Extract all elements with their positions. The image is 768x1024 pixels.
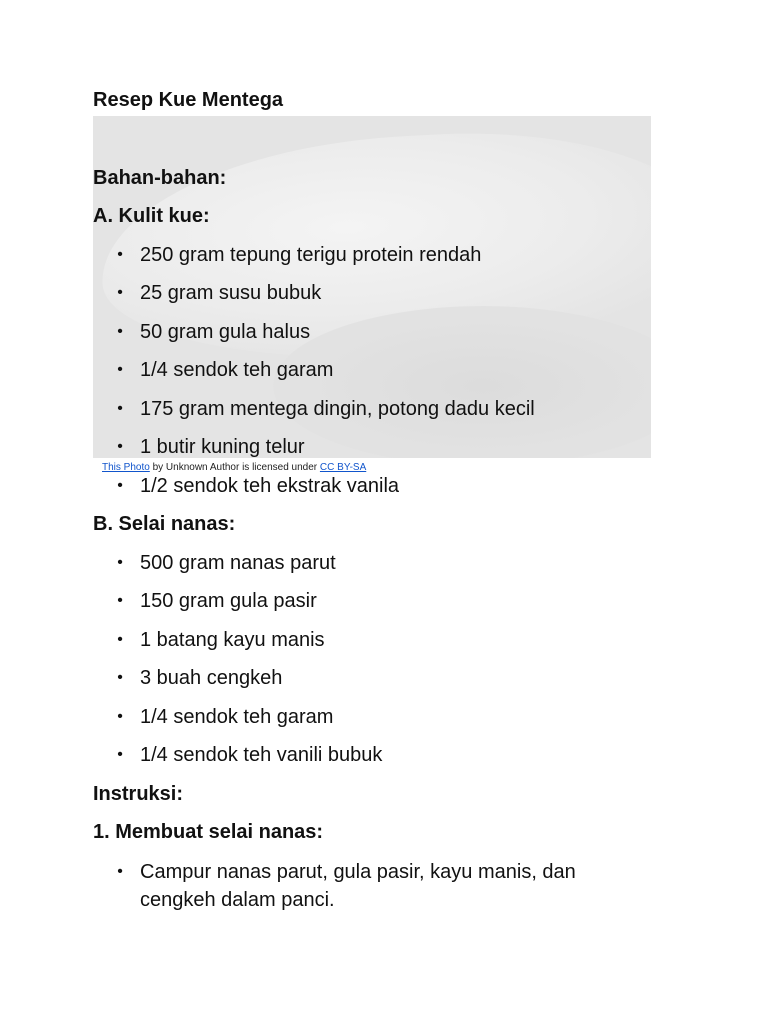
list-item-text: 500 gram nanas parut xyxy=(140,552,336,574)
list-item-text: 1/2 sendok teh ekstrak vanila xyxy=(140,475,400,497)
list-item-text: 25 gram susu bubuk xyxy=(140,282,322,304)
list-item-text: 1/4 sendok teh garam xyxy=(140,706,334,728)
bullet-icon: • xyxy=(117,284,123,301)
document-title: Resep Kue Mentega xyxy=(93,89,284,111)
bullet-icon: • xyxy=(117,361,123,378)
list-item-text: 150 gram gula pasir xyxy=(140,590,317,612)
section-a-heading: A. Kulit kue: xyxy=(93,205,210,227)
bullet-icon: • xyxy=(117,400,123,417)
list-item xyxy=(113,626,653,654)
list-item-text: 3 buah cengkeh xyxy=(140,667,283,689)
caption-text: by Unknown Author is licensed under xyxy=(149,462,320,473)
list-item xyxy=(113,318,653,346)
list-item-text: 1/4 sendok teh garam xyxy=(140,359,334,381)
bullet-icon: • xyxy=(117,438,123,455)
list-item-text: 1 batang kayu manis xyxy=(140,629,325,651)
list-item xyxy=(113,472,653,500)
bullet-icon: • xyxy=(117,669,123,686)
list-item-text: 50 gram gula halus xyxy=(140,321,311,343)
list-item-text: 1 butir kuning telur xyxy=(140,436,305,458)
bullet-icon: • xyxy=(117,477,123,494)
bullet-icon: • xyxy=(117,323,123,340)
list-item xyxy=(113,433,653,461)
instructions-heading: Instruksi: xyxy=(93,783,184,805)
list-item xyxy=(113,549,653,577)
list-item xyxy=(113,664,653,692)
list-item-text: 1/4 sendok teh vanili bubuk xyxy=(140,744,383,766)
ingredients-heading: Bahan-bahan: xyxy=(93,167,227,189)
license-link[interactable]: CC BY-SA xyxy=(319,462,367,473)
list-item xyxy=(113,395,653,423)
list-item xyxy=(113,356,653,384)
list-item-text: Campur nanas parut, gula pasir, kayu manis, dan cengkeh dalam panci. xyxy=(140,861,576,911)
bullet-icon: • xyxy=(117,554,123,571)
photo-link[interactable]: This Photo xyxy=(102,462,150,473)
list-item-text: 175 gram mentega dingin, potong dadu kecil xyxy=(140,398,535,420)
list-item-text: 250 gram tepung terigu protein rendah xyxy=(140,244,482,266)
list-item xyxy=(113,858,653,914)
bullet-icon: • xyxy=(117,863,123,880)
list-item xyxy=(113,703,653,731)
list-item xyxy=(113,279,653,307)
bullet-icon: • xyxy=(117,631,123,648)
bullet-icon: • xyxy=(117,246,123,263)
list-item xyxy=(113,241,653,269)
bullet-icon: • xyxy=(117,746,123,763)
bullet-icon: • xyxy=(117,592,123,609)
list-item xyxy=(113,741,653,769)
list-item xyxy=(113,587,653,615)
section-b-heading: B. Selai nanas: xyxy=(93,513,236,535)
step-1-heading: 1. Membuat selai nanas: xyxy=(93,821,324,843)
bullet-icon: • xyxy=(117,708,123,725)
